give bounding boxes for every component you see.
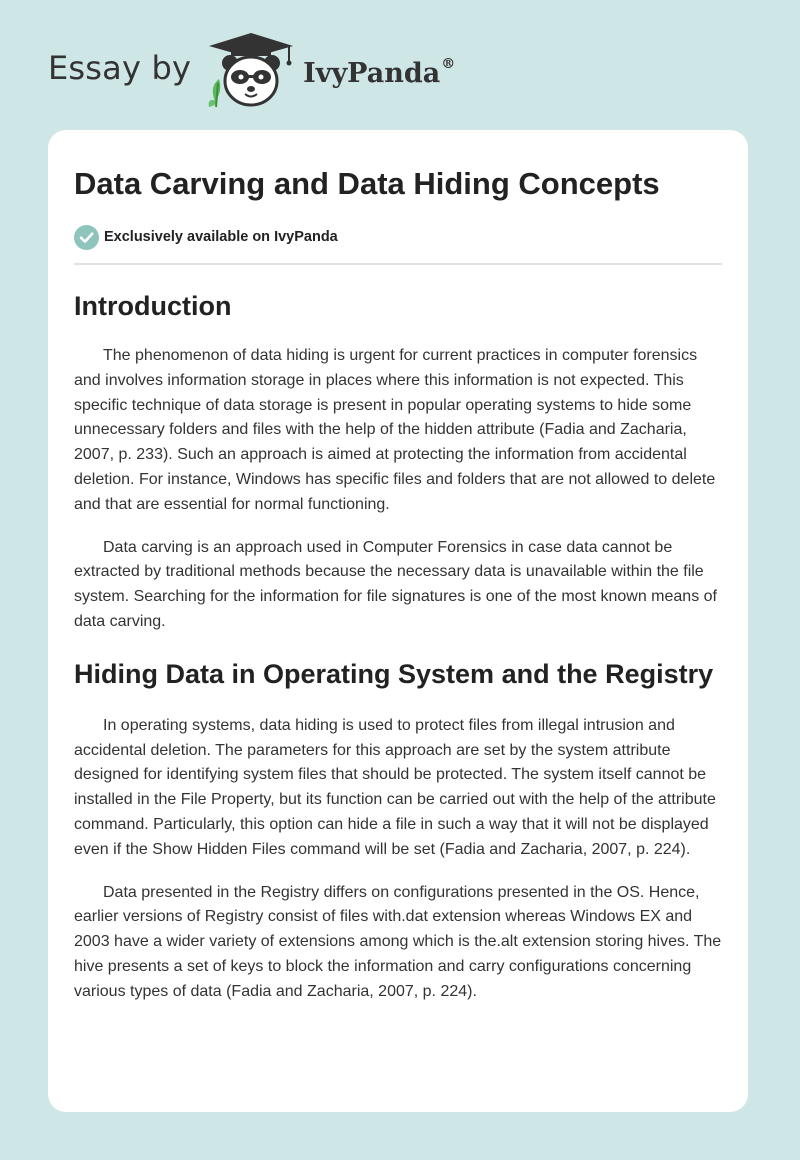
section-heading-hiding-data: Hiding Data in Operating System and the Registry [74,658,714,689]
exclusive-badge [74,224,722,250]
check-circle-icon [74,225,99,250]
registered-mark: ® [441,55,456,72]
divider [74,263,722,265]
panda-logo-icon[interactable] [205,31,297,109]
paragraph: In operating systems, data hiding is used to protect files from illegal intrusion and accidental deletion. The parameters for this approach are set by the system attribute designed for identifying system files that should be protected. The system itself cannot be installed in the File Property, but its function can be carried out with the help of the attribute command. Particularly, this option can hide a file in such a way that it will not be displayed even if the Show Hidden Files command will be set (Fadia and Zacharia, 2007, p. 224). [74,716,716,858]
badge-label: Exclusively available on IvyPanda [104,229,338,245]
brand-prefix: Essay by [48,49,192,87]
site-header [48,30,455,110]
brand-name[interactable] [303,56,455,89]
paragraph: Data carving is an approach used in Computer Forensics in case data cannot be extracted by traditional methods because the necessary data is unavailable within the file system. Searching for the information for file signatures is one of the most known means of data carving. [74,538,717,630]
essay-card [48,130,748,1112]
paragraph: The phenomenon of data hiding is urgent for current practices in computer forensics and involves information storage in places where this information is not expected. This specific technique of data storage is present in popular operating systems to hide some unnecessary folders and files with the help of the hidden attribute (Fadia and Zacharia, 2007, p. 233). Such an approach is aimed at protecting the information from accidental deletion. For instance, Windows has specific files and folders that are not allowed to delete and that are essential for normal functioning. [74,347,716,513]
section-heading-introduction: Introduction [74,291,232,321]
page-title: Data Carving and Data Hiding Concepts [74,166,660,201]
paragraph: Data presented in the Registry differs on configurations presented in the OS. Hence, earlier versions of Registry consist of files with.dat extension whereas Windows EX and 2003 have a wider variety of extensions among which is the.alt extension storing hives. The hive presents a set of keys to block the information and carry configurations concerning various types of data (Fadia and Zacharia, 2007, p. 224). [74,883,722,1000]
brand-name-text: IvyPanda [303,57,441,89]
